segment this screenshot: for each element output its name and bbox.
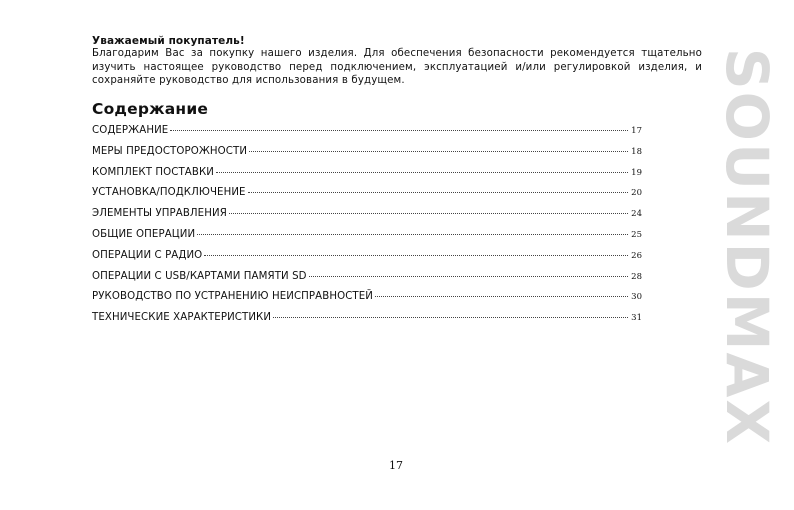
toc-item-title: РУКОВОДСТВО ПО УСТРАНЕНИЮ НЕИСПРАВНОСТЕЙ: [92, 291, 374, 303]
toc-item-page: 20: [631, 188, 642, 199]
toc-item-title: ЭЛЕМЕНТЫ УПРАВЛЕНИЯ: [92, 208, 227, 220]
page-number: 17: [389, 459, 403, 472]
toc-item-page: 24: [631, 209, 642, 220]
toc-item: [92, 271, 642, 292]
toc-item: [92, 291, 642, 312]
toc-item-title: ТЕХНИЧЕСКИЕ ХАРАКТЕРИСТИКИ: [92, 312, 272, 324]
toc-leader: [204, 255, 628, 256]
intro-paragraph: Благодарим Вас за покупку нашего изделия. Для обеспечения безопасности рекомендуется тщательно изучить настоящее руководство перед подключением, эксплуатацией и/или регулировкой изделия, и сохраняйте руководство для использования в будущем.: [92, 48, 702, 86]
toc-leader: [309, 276, 628, 277]
toc-item-title: ОПЕРАЦИИ С РАДИО: [92, 249, 203, 261]
toc-item-page: 17: [631, 126, 642, 136]
toc-leader: [216, 172, 628, 173]
toc-item-title: МЕРЫ ПРЕДОСТОРОЖНОСТИ: [92, 145, 248, 157]
toc-item-title: КОМПЛЕКТ ПОСТАВКИ: [92, 166, 215, 178]
brand-watermark: SOUNDMAX: [713, 47, 781, 447]
toc-item-page: 25: [631, 229, 642, 240]
toc-item-page: 26: [631, 250, 642, 261]
toc-item-title: УСТАНОВКА/ПОДКЛЮЧЕНИЕ: [92, 187, 246, 199]
greeting-title: Уважаемый покупатель!: [92, 35, 245, 47]
toc-item: [92, 146, 642, 167]
toc-item: [92, 250, 642, 271]
toc-item: [92, 208, 642, 229]
toc-item-page: 19: [631, 167, 642, 178]
toc-leader: [248, 192, 628, 193]
toc-item-page: 30: [631, 292, 642, 303]
table-of-contents: [92, 125, 642, 333]
toc-item: [92, 167, 642, 188]
toc-leader: [273, 317, 628, 318]
toc-item: [92, 312, 642, 333]
toc-item-page: 31: [631, 313, 642, 324]
toc-item: [92, 229, 642, 250]
toc-leader: [249, 151, 628, 152]
toc-item: [92, 125, 642, 146]
toc-item-title: ОБЩИЕ ОПЕРАЦИИ: [92, 228, 196, 240]
toc-leader: [229, 213, 628, 214]
toc-item-title: СОДЕРЖАНИЕ: [92, 125, 169, 136]
toc-item: [92, 187, 642, 208]
toc-item-page: 18: [631, 146, 642, 157]
toc-item-title: ОПЕРАЦИИ С USB/КАРТАМИ ПАМЯТИ SD: [92, 270, 307, 282]
toc-leader: [170, 130, 628, 131]
toc-heading: Содержание: [92, 100, 209, 118]
toc-item-page: 28: [631, 271, 642, 282]
toc-leader: [197, 234, 628, 235]
toc-leader: [375, 296, 628, 297]
